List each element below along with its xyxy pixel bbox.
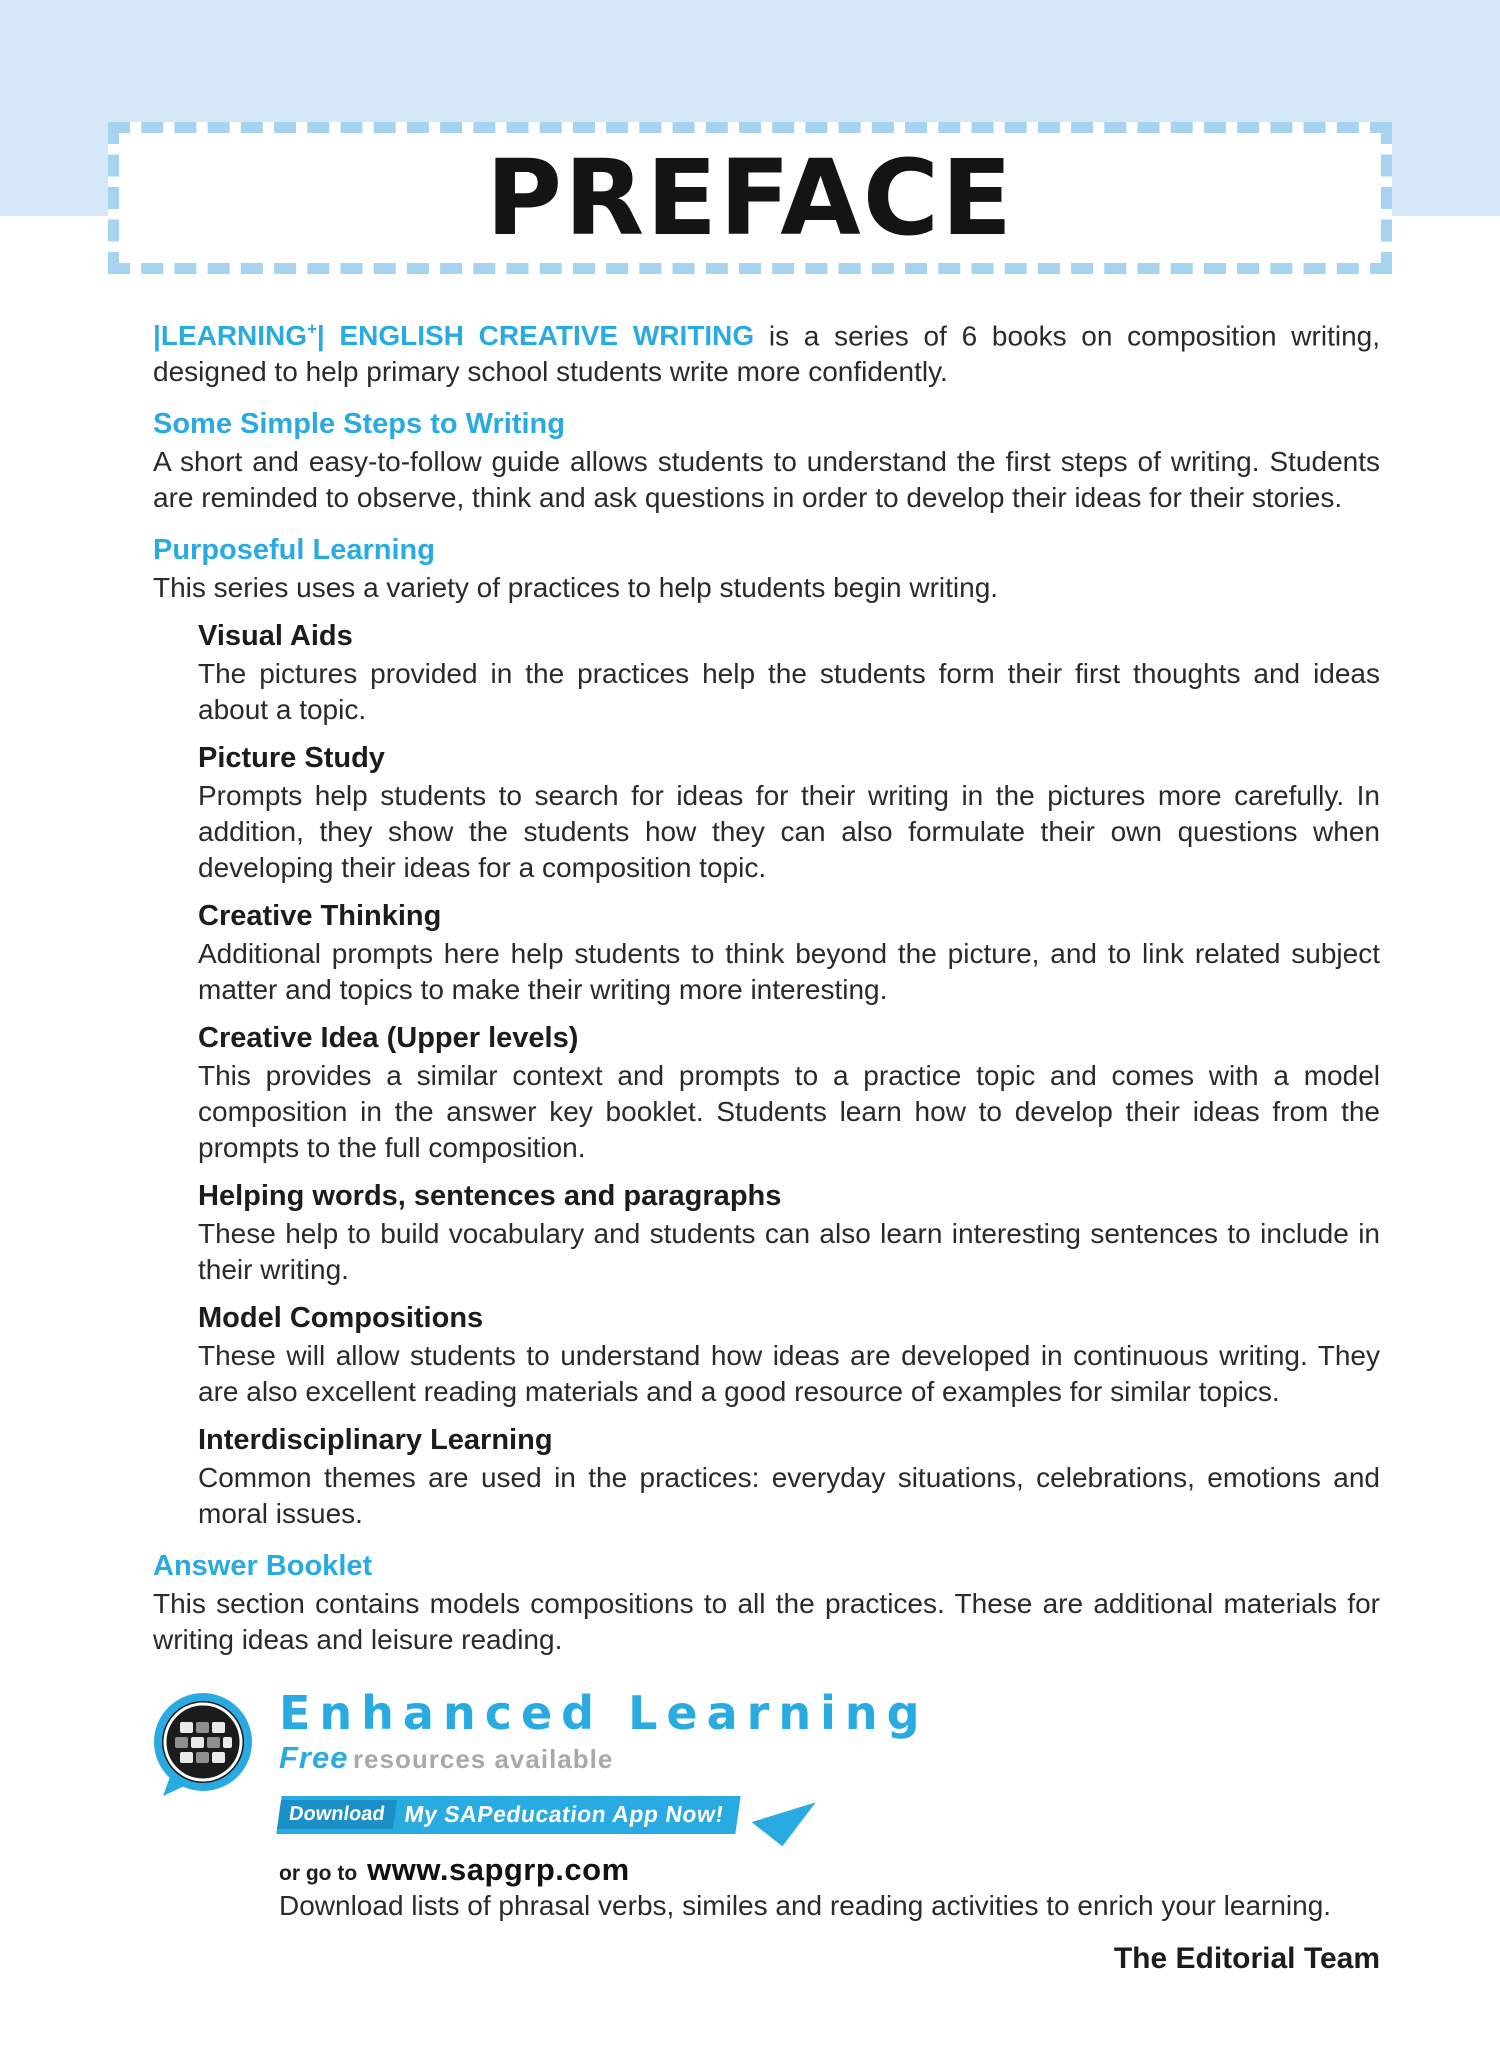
subsection-heading-interdisciplinary: Interdisciplinary Learning: [198, 1424, 553, 1457]
subsection-body-picture-study: Prompts help students to search for ideas for their writing in the pictures more carefully. In addition, they show the students how they can also formulate their own questions when developing their ideas for a composition topic.: [198, 780, 1380, 884]
subsection-heading-creative-idea: Creative Idea (Upper levels): [198, 1022, 579, 1055]
enhanced-learning-block: [153, 1688, 1380, 1928]
page-content: [153, 312, 1380, 1976]
website-line: [279, 1852, 1380, 1888]
subsection-body-interdisciplinary: Common themes are used in the practices: everyday situations, celebrations, emotions and moral issues.: [198, 1462, 1380, 1530]
section-body-answer-booklet: This section contains models compositions to all the practices. These are additional materials for writing ideas and leisure reading.: [153, 1588, 1380, 1656]
preface-box: [108, 122, 1392, 274]
free-label: Free: [279, 1740, 349, 1776]
editorial-team-signoff: The Editorial Team: [1113, 1942, 1380, 1976]
enhanced-learning-body: Download lists of phrasal verbs, similes and reading activities to enrich your learning.: [279, 1890, 1332, 1922]
section-heading-simple-steps: Some Simple Steps to Writing: [153, 408, 565, 441]
subsection-body-helping-words: These help to build vocabulary and students can also learn interesting sentences to include in their writing.: [198, 1218, 1380, 1286]
subsection-heading-model-compositions: Model Compositions: [198, 1302, 484, 1335]
subsection-heading-picture-study: Picture Study: [198, 742, 385, 775]
subsection-body-creative-thinking: Additional prompts here help students to think beyond the picture, and to link related subject matter and topics to make their writing more interesting.: [198, 938, 1380, 1006]
subsection-heading-creative-thinking: Creative Thinking: [198, 900, 442, 933]
ribbon-download-label: Download: [277, 1800, 397, 1829]
subsection-body-model-compositions: These will allow students to understand how ideas are developed in continuous writing. They are also excellent reading materials and a good resource of examples for similar topics.: [198, 1340, 1380, 1408]
ribbon-app-label: My SAPeducation App Now!: [402, 1801, 726, 1828]
brand-prefix: |LEARNING: [153, 320, 308, 352]
section-body-simple-steps: A short and easy-to-follow guide allows students to understand the first steps of writing. Students are reminded to observe, think and ask questions in order to develop their ideas for their stories.: [153, 446, 1380, 514]
subsection-body-creative-idea: This provides a similar context and prompts to a practice topic and comes with a model composition in the answer key booklet. Students learn how to develop their ideas from the prompts to the full composition.: [198, 1060, 1380, 1164]
enhanced-learning-column: [279, 1688, 1380, 1928]
subsections: [198, 618, 1380, 1532]
section-body-purposeful-learning: This series uses a variety of practices to help students begin writing.: [153, 572, 999, 604]
intro-paragraph: [153, 312, 1380, 390]
enhanced-learning-title: Enhanced Learning: [279, 1686, 929, 1741]
brand-plus: +: [307, 320, 317, 339]
website-url: www.sapgrp.com: [367, 1852, 630, 1888]
subsection-body-visual-aids: The pictures provided in the practices help the students form their first thoughts and ideas about a topic.: [198, 658, 1380, 726]
series-brand: [153, 320, 754, 351]
app-ribbon-row: [279, 1784, 1380, 1846]
download-app-ribbon: [276, 1796, 740, 1834]
or-go-to-label: or go to: [279, 1862, 358, 1886]
resources-label: resources available: [352, 1744, 614, 1775]
section-heading-answer-booklet: Answer Booklet: [153, 1550, 373, 1583]
subsection-heading-visual-aids: Visual Aids: [198, 620, 353, 653]
section-heading-purposeful-learning: Purposeful Learning: [153, 534, 435, 567]
free-resources-line: [279, 1740, 1380, 1776]
speech-flash-icon: [752, 1802, 816, 1846]
intro-text: is a series of 6 books on composition writing, designed to help primary school students write more confidently.: [153, 320, 1380, 388]
page-title: PREFACE: [485, 137, 1015, 259]
brand-suffix: | ENGLISH CREATIVE WRITING: [316, 320, 755, 352]
subsection-heading-helping-words: Helping words, sentences and paragraphs: [198, 1180, 782, 1213]
sap-logo-icon: [153, 1692, 253, 1928]
